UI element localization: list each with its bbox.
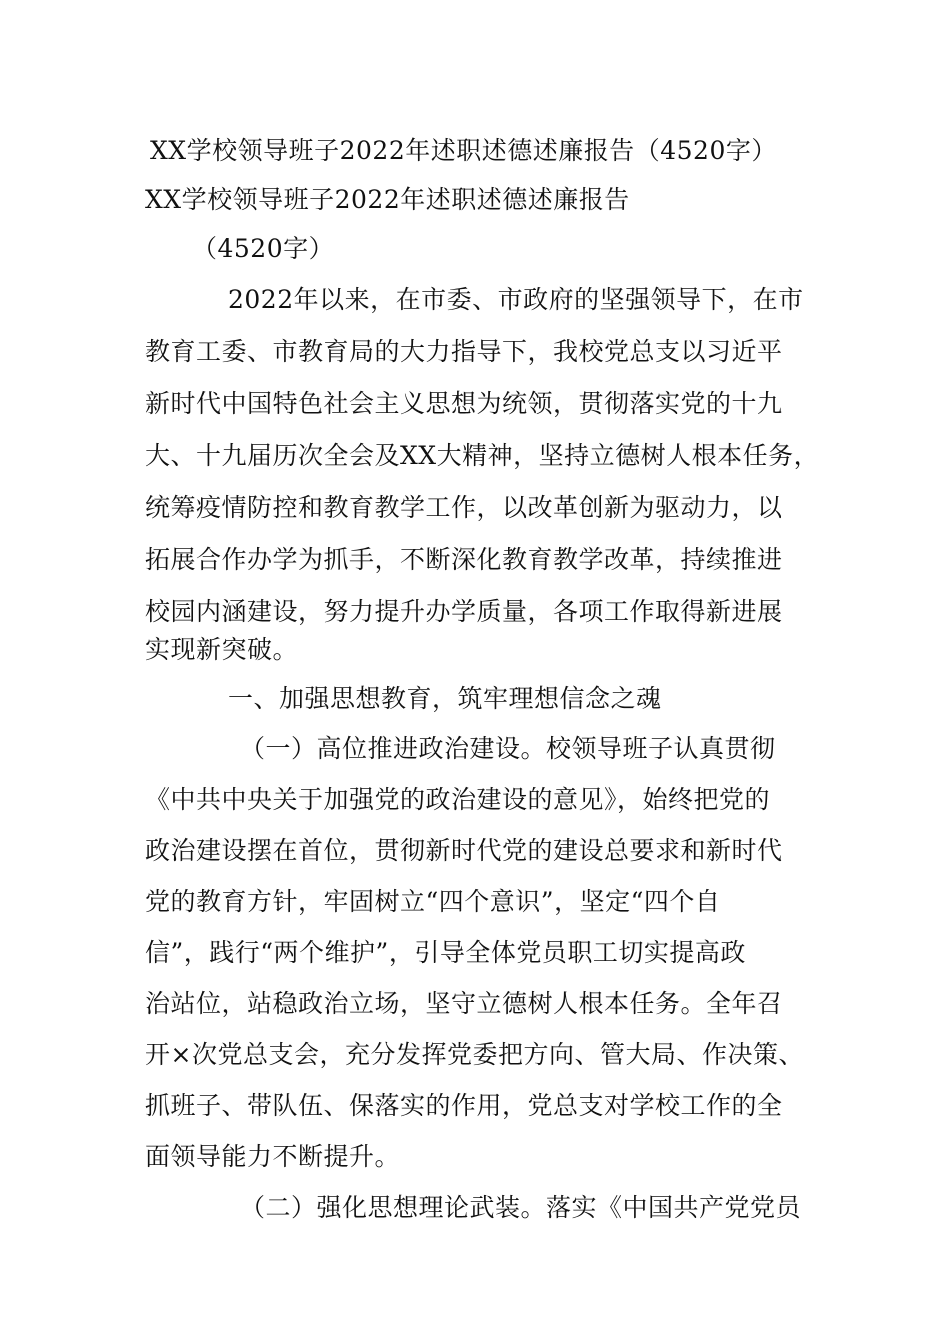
body-line: 实现新突破。 xyxy=(145,635,299,664)
body-line: 校园内涵建设，努力提升办学质量，各项工作取得新进展 xyxy=(145,597,783,626)
section-heading: 一、加强思想教育，筑牢理想信念之魂 xyxy=(228,684,662,713)
body-line: 党的教育方针，牢固树立“四个意识”，坚定“四个自 xyxy=(145,887,721,916)
body-line: 拓展合作办学为抓手，不断深化教育教学改革，持续推进 xyxy=(145,545,783,574)
body-line: 大、十九届历次全会及XX大精神，坚持立德树人根本任务， xyxy=(145,441,820,470)
body-line: 抓班子、带队伍、保落实的作用，党总支对学校工作的全 xyxy=(145,1091,783,1120)
body-line: 面领导能力不断提升。 xyxy=(145,1142,401,1171)
body-line: 2022年以来，在市委、市政府的坚强领导下，在市 xyxy=(228,285,804,314)
body-line: 《中共中央关于加强党的政治建设的意见》，始终把党的 xyxy=(145,785,771,814)
body-line: 治站位，站稳政治立场，坚守立德树人根本任务。全年召 xyxy=(145,989,783,1018)
body-line: 信”，践行“两个维护”，引导全体党员职工切实提高政 xyxy=(145,938,746,967)
body-line: 政治建设摆在首位，贯彻新时代党的建设总要求和新时代 xyxy=(145,836,783,865)
body-line: 教育工委、市教育局的大力指导下，我校党总支以习近平 xyxy=(145,337,783,366)
body-line: 统筹疫情防控和教育教学工作，以改革创新为驱动力，以 xyxy=(145,493,783,522)
body-line: （二）强化思想理论武装。落实《中国共产党党员 xyxy=(240,1193,802,1222)
document-title: XX学校领导班子2022年述职述德述廉报告（4520字） xyxy=(150,136,777,165)
document-heading: XX学校领导班子2022年述职述德述廉报告 xyxy=(145,185,630,214)
body-line: 新时代中国特色社会主义思想为统领，贯彻落实党的十九 xyxy=(145,389,783,418)
body-line: 开×次党总支会，充分发挥党委把方向、管大局、作决策、 xyxy=(145,1040,804,1069)
word-count-note: （4520字） xyxy=(192,234,335,263)
body-line: （一）高位推进政治建设。校领导班子认真贯彻 xyxy=(240,734,776,763)
